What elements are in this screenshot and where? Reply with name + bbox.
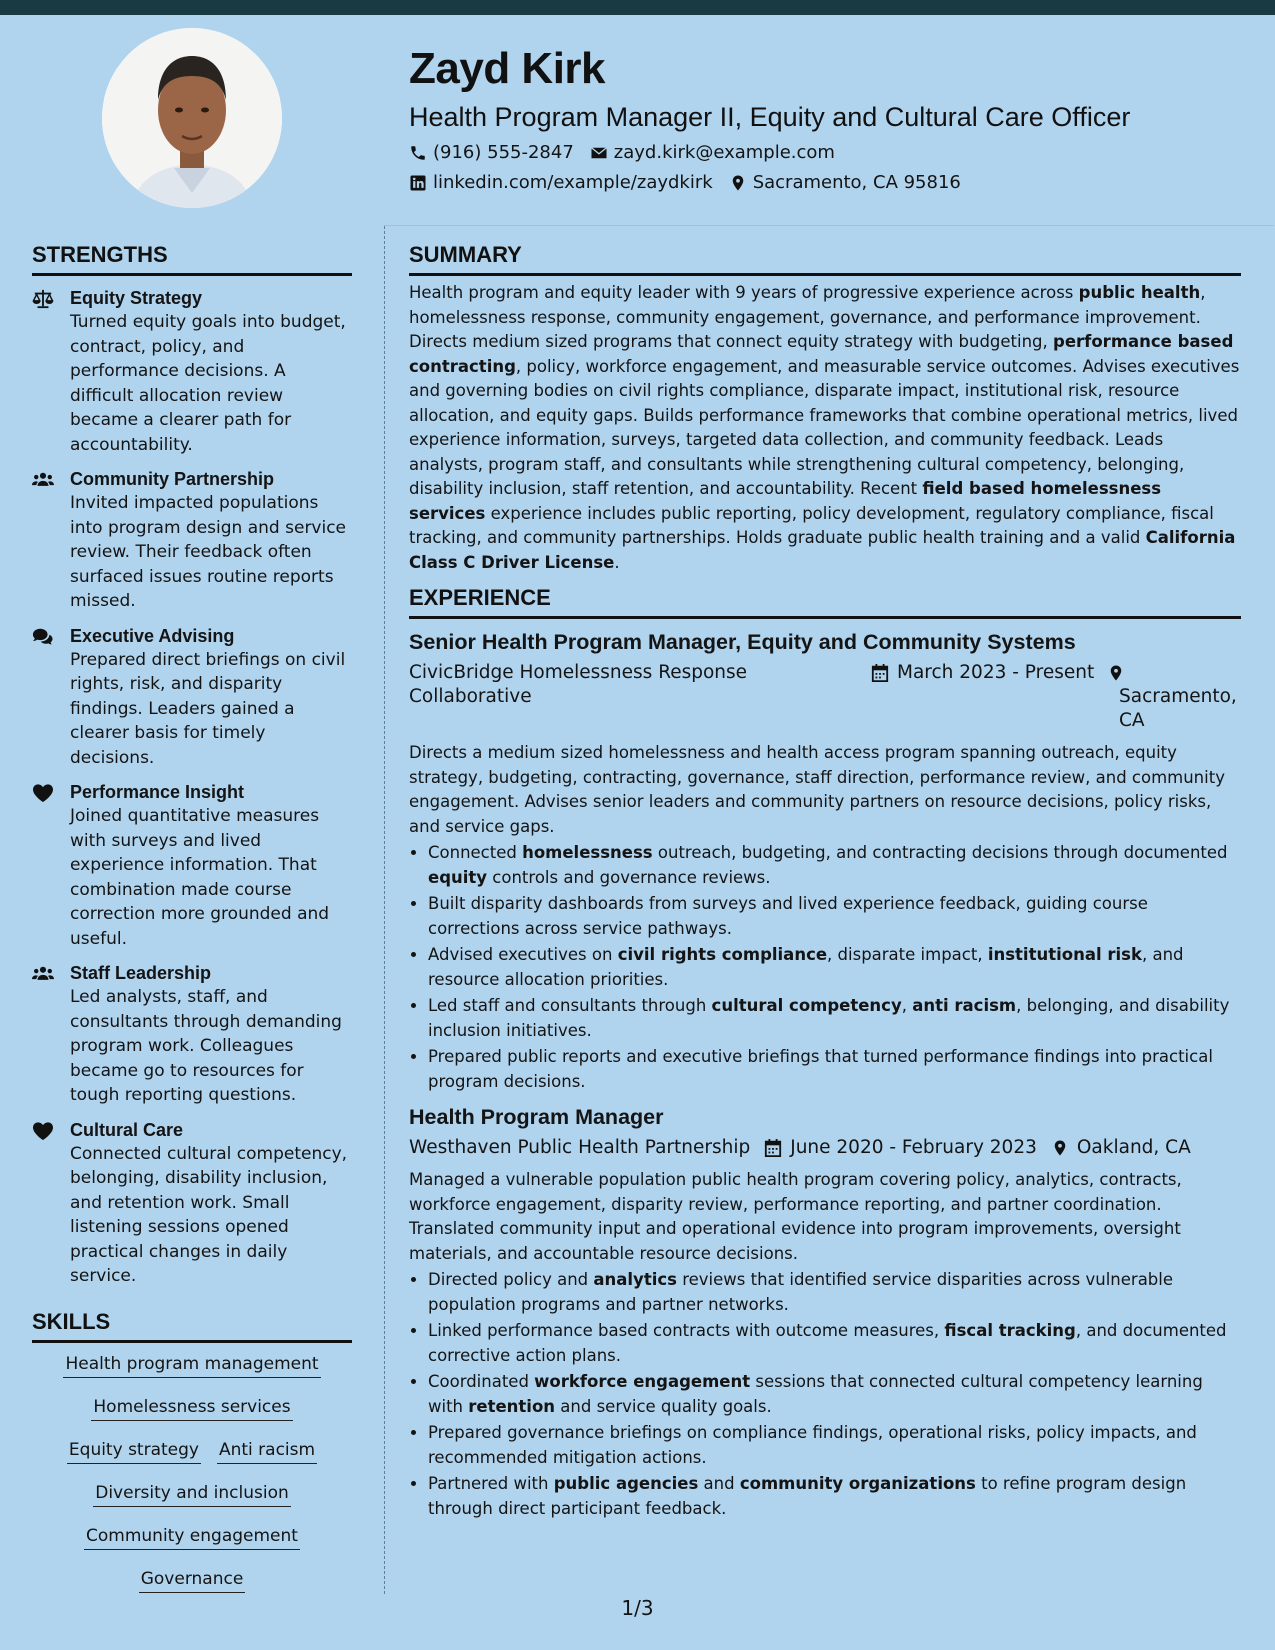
strength-title: Performance Insight [70, 782, 245, 802]
strength-title: Staff Leadership [70, 963, 212, 983]
right-column [409, 240, 1241, 1523]
bullet-item: • Prepared public reports and executive briefings that turned performance findings into practical program decisions. [428, 1045, 1241, 1094]
skill-tag: Diversity and inclusion [93, 1482, 291, 1507]
skill-tag: Health program management [63, 1353, 320, 1378]
users-icon [32, 961, 56, 1108]
bullet-item: • Prepared governance briefings on compliance findings, operational risks, policy impacts, and recommended mitigation actions. [428, 1421, 1241, 1470]
summary-text: Health program and equity leader with 9 years of progressive experience across public health, homelessness response, community engagement, governance, and performance improvement. Directs medium sized programs that connect equity strategy with budgeting, performance based contracting, policy, workforce engagement, and measurable service outcomes. Advises executives and governing bodies on civil rights compliance, disparate impact, institutional risk, resource allocation, and equity gaps. Builds performance frameworks that combine operational metrics, lived experience information, surveys, targeted data collection, and community feedback. Leads analysts, program staff, and consultants while strengthening cultural competency, belonging, disability inclusion, staff retention, and accountability. Recent field based homelessness services experience includes public reporting, policy development, regulatory compliance, fiscal tracking, and community partnerships. Holds graduate public health training and a valid California Class C Driver License. [409, 283, 1240, 572]
job-location: Oakland, CA [1076, 1137, 1191, 1158]
phone-icon [409, 144, 427, 162]
bullet-item: • Connected homelessness outreach, budgeting, and contracting decisions through documented equity controls and governance reviews. [428, 841, 1241, 890]
strength-title: Cultural Care [70, 1119, 184, 1140]
strength-item [32, 467, 352, 614]
strength-item [32, 780, 352, 951]
candidate-title: Health Program Manager II, Equity and Cultural Care Officer [409, 102, 1131, 132]
job-title: Senior Health Program Manager, Equity and Community Systems [409, 630, 1076, 654]
header-divider [384, 225, 1274, 226]
job-organization: Westhaven Public Health Partnership [409, 1137, 751, 1158]
strength-description: Connected cultural competency, belonging, disability inclusion, and retention work. Small listening sessions opened practical changes in daily service. [70, 1143, 348, 1286]
map-pin-icon [1051, 1138, 1069, 1158]
calendar-icon [764, 1138, 782, 1158]
heart-icon [32, 1118, 56, 1289]
job-bullets [409, 841, 1241, 1094]
skill-tag: Anti racism [217, 1439, 317, 1464]
skill-row [32, 1525, 352, 1550]
skill-row [32, 1568, 352, 1593]
experience-heading: EXPERIENCE [409, 583, 1241, 619]
skill-tag: Governance [139, 1568, 246, 1593]
profile-photo [102, 28, 282, 208]
top-accent-bar [0, 0, 1275, 15]
bullet-item: • Partnered with public agencies and community organizations to refine program design through direct participant feedback. [428, 1472, 1241, 1521]
strength-title: Executive Advising [70, 625, 235, 646]
skill-tag: Homelessness services [91, 1396, 292, 1421]
bullet-item: • Coordinated workforce engagement sessions that connected cultural competency learning with retention and service quality goals. [428, 1370, 1241, 1419]
job-description: Directs a medium sized homelessness and health access program spanning outreach, equity strategy, budgeting, contracting, governance, staff direction, performance review, and community engagement. Advises senior leaders and community partners on resource decisions, policy risks, and service gaps. [409, 743, 1225, 836]
column-divider [384, 226, 385, 1594]
bullet-item: • Directed policy and analytics reviews that identified service disparities across vulnerable population programs and partner networks. [428, 1268, 1241, 1317]
users-icon [32, 467, 56, 614]
job-dates: June 2020 - February 2023 [790, 1137, 1037, 1158]
skill-row [32, 1439, 352, 1464]
summary-heading: SUMMARY [409, 240, 1241, 276]
location-contact [729, 168, 961, 198]
left-column [32, 240, 352, 1611]
bullet-item: • Advised executives on civil rights compliance, disparate impact, institutional risk, and resource allocation priorities. [428, 943, 1241, 992]
bullet-item: • Led staff and consultants through cultural competency, anti racism, belonging, and disability inclusion initiatives. [428, 994, 1241, 1043]
job-title: Health Program Manager [409, 1105, 664, 1129]
skill-tag: Equity strategy [67, 1439, 201, 1464]
strength-item [32, 1118, 352, 1289]
strength-item [32, 961, 352, 1108]
strength-description: Invited impacted populations into program design and service review. Their feedback often surfaced issues routine reports missed. [70, 493, 347, 611]
strength-description: Led analysts, staff, and consultants through demanding program work. Colleagues became go to resources for tough reporting questions. [70, 987, 342, 1105]
phone-contact[interactable] [409, 138, 574, 168]
bullet-item: • Linked performance based contracts with outcome measures, fiscal tracking, and documented corrective action plans. [428, 1319, 1241, 1368]
skill-tag: Community engagement [84, 1525, 300, 1550]
job-entry [409, 627, 1241, 1094]
job-description: Managed a vulnerable population public health program covering policy, analytics, contracts, workforce engagement, disparity review, performance reporting, and partner coordination. Translated community input and operational evidence into program improvements, oversight materials, and accountable resource decisions. [409, 1170, 1182, 1263]
candidate-name: Zayd Kirk [409, 44, 606, 93]
skill-row [32, 1482, 352, 1507]
skill-row [32, 1353, 352, 1378]
skills-list [32, 1353, 352, 1593]
strength-description: Prepared direct briefings on civil rights, risk, and disparity findings. Leaders gained a clearer basis for timely decisions. [70, 649, 346, 768]
email-text: zayd.kirk@example.com [613, 142, 835, 163]
strengths-heading: STRENGTHS [32, 240, 352, 276]
strength-title: Equity Strategy [70, 288, 203, 308]
strength-item [32, 286, 352, 457]
strength-item [32, 624, 352, 771]
strength-description: Joined quantitative measures with surveys and lived experience information. That combination made course correction more grounded and useful. [70, 806, 330, 949]
experience-list [409, 627, 1241, 1521]
envelope-icon [590, 144, 608, 162]
job-entry [409, 1102, 1241, 1521]
skill-row [32, 1396, 352, 1421]
strength-title: Community Partnership [70, 469, 275, 489]
bullet-item: • Built disparity dashboards from surveys and lived experience feedback, guiding course corrections across service pathways. [428, 892, 1241, 941]
page-number: 1/3 [621, 1596, 654, 1620]
comments-icon [32, 624, 56, 771]
resume-header [409, 38, 1249, 198]
linkedin-contact[interactable] [409, 168, 713, 198]
skills-heading: SKILLS [32, 1307, 352, 1343]
strengths-list [32, 286, 352, 1289]
heart-icon [32, 780, 56, 951]
job-dates: March 2023 - Present [897, 662, 1095, 683]
map-pin-icon [729, 174, 747, 192]
phone-text: (916) 555-2847 [433, 142, 574, 163]
strength-description: Turned equity goals into budget, contract, policy, and performance decisions. A difficult allocation review became a clearer path for accountability. [70, 312, 346, 455]
linkedin-icon [409, 174, 427, 192]
linkedin-text: linkedin.com/example/zaydkirk [433, 172, 713, 193]
email-contact[interactable] [590, 138, 835, 168]
job-bullets [409, 1268, 1241, 1521]
location-text: Sacramento, CA 95816 [752, 172, 961, 193]
job-organization: CivicBridge Homelessness Response Collaborative [409, 662, 748, 707]
calendar-icon [871, 663, 889, 683]
scale-icon [32, 286, 56, 457]
job-location: Sacramento, CA [1119, 686, 1237, 731]
